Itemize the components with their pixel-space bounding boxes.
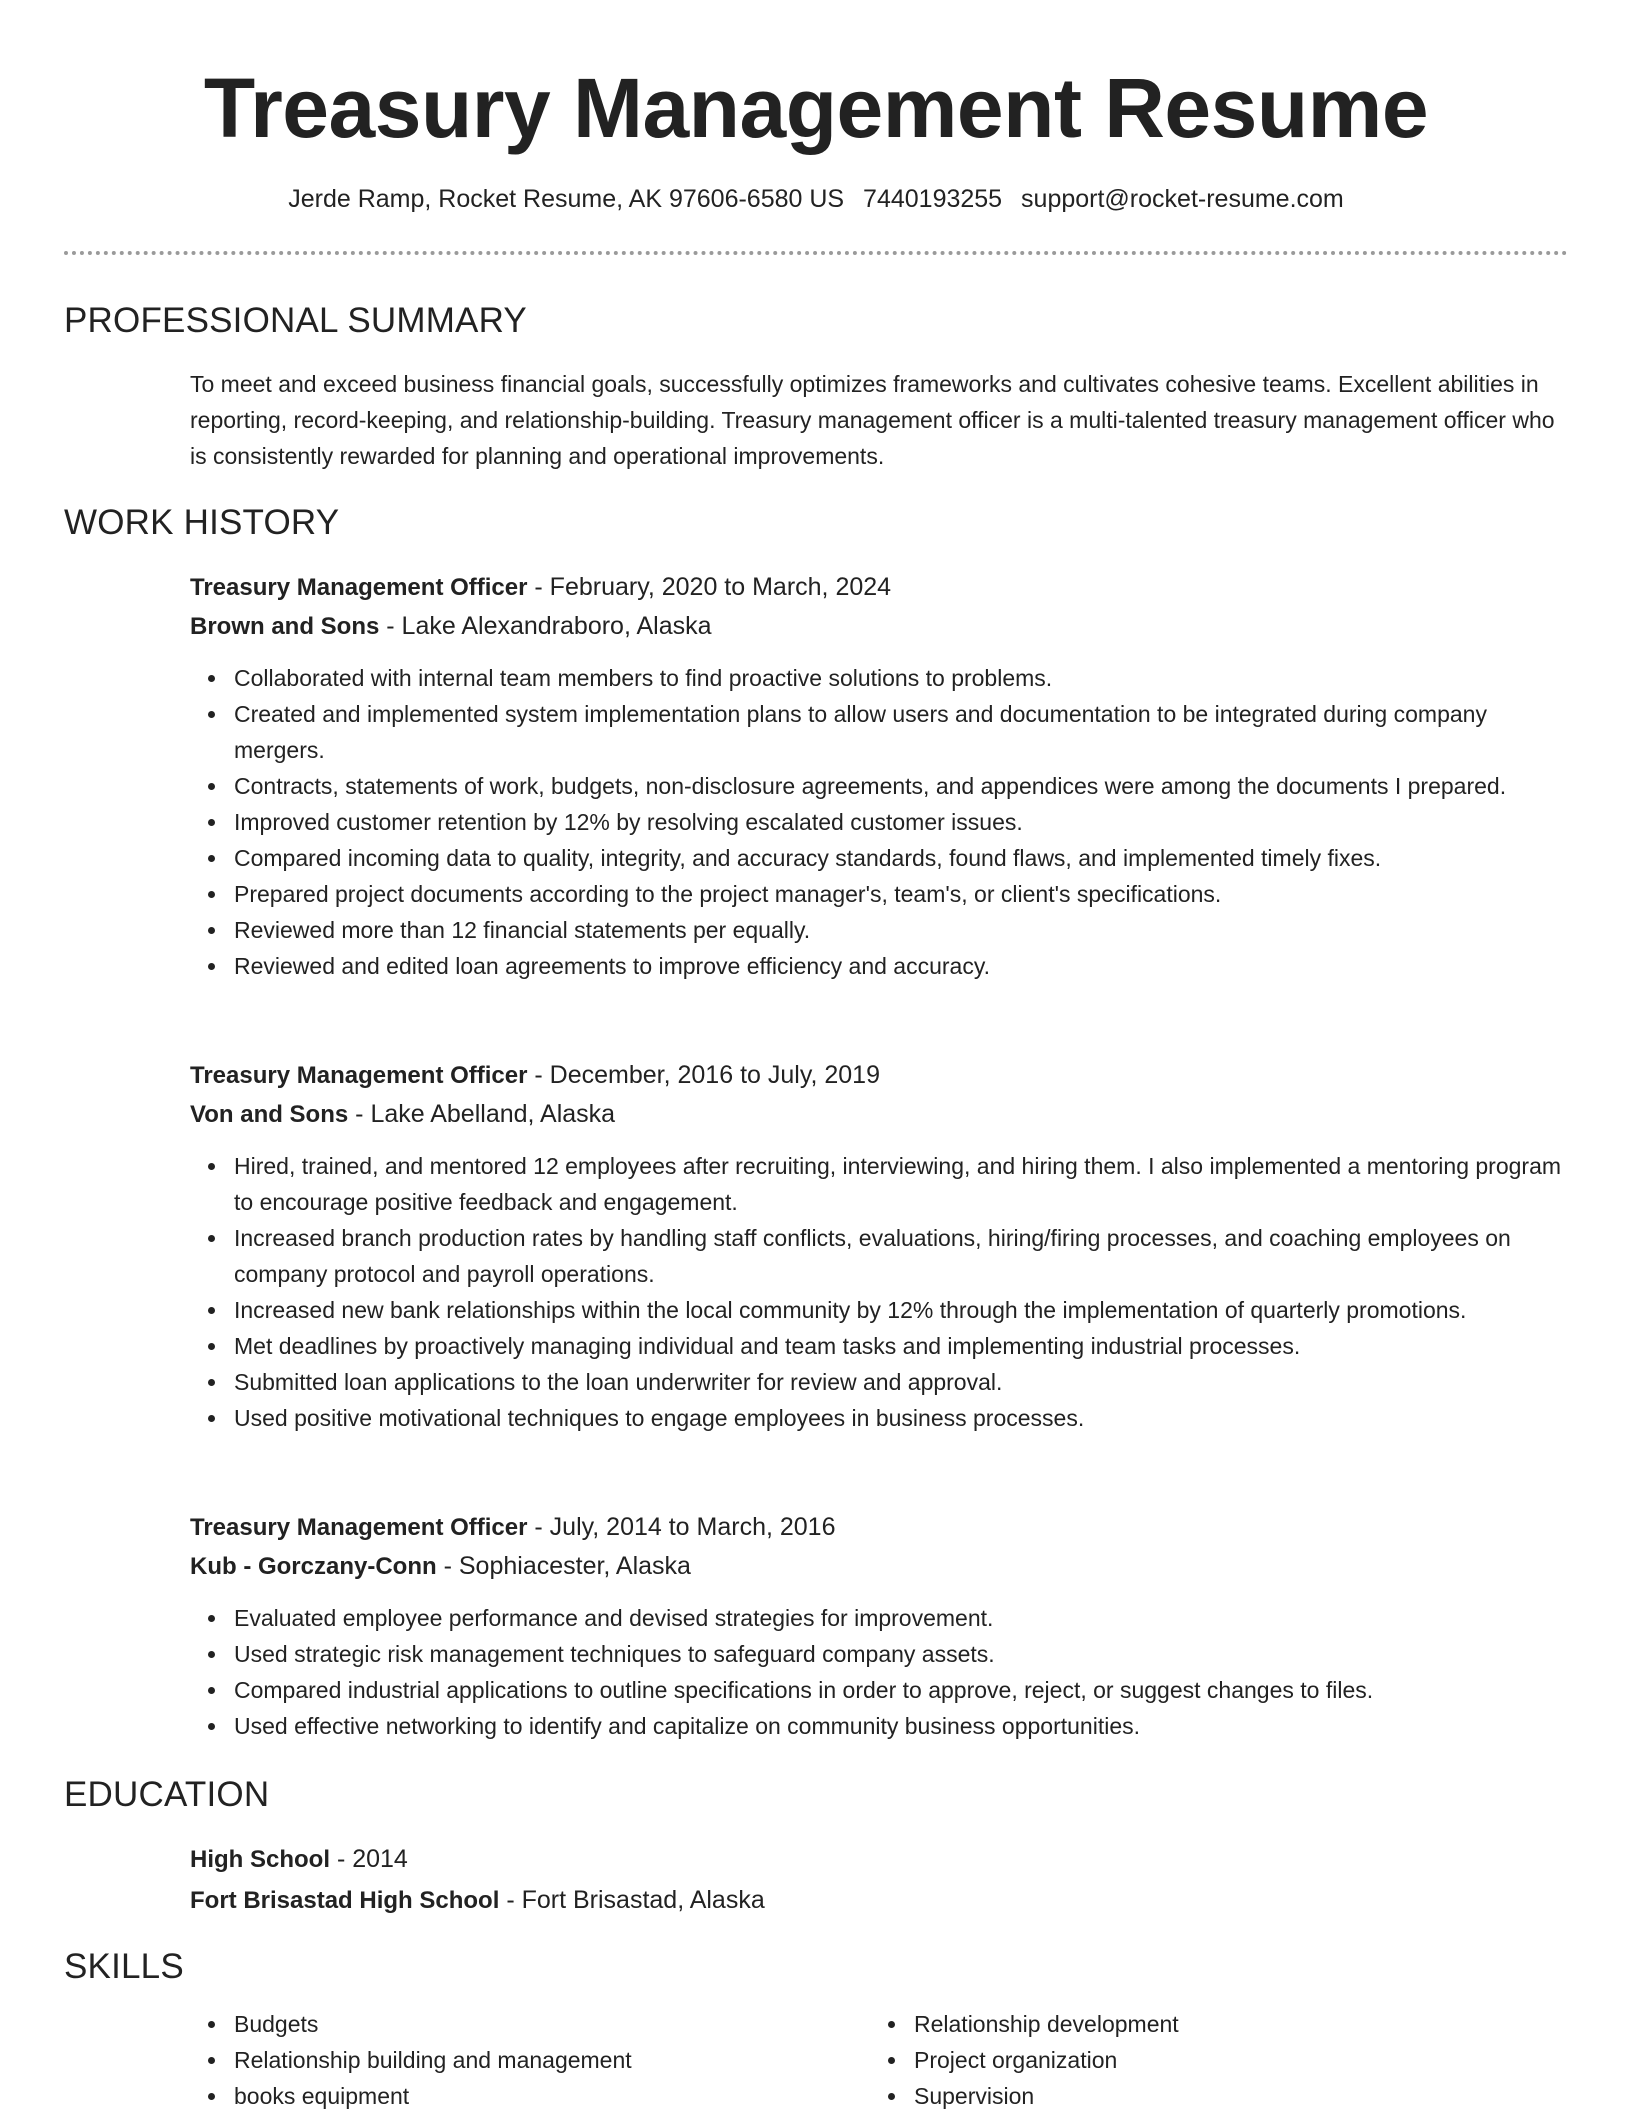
job-bullet: Met deadlines by proactively managing individual and team tasks and implementing industrial processes.	[234, 1328, 1570, 1364]
job-entry	[190, 1508, 1570, 1744]
skill-item: Relationship development	[914, 2006, 1179, 2042]
job-bullet: Evaluated employee performance and devised strategies for improvement.	[234, 1600, 1570, 1636]
job-location: - Lake Alexandraboro, Alaska	[379, 612, 712, 640]
education-location: - Fort Brisastad, Alaska	[499, 1886, 765, 1914]
job-entry	[190, 1056, 1570, 1436]
skill-item: Project organization	[914, 2042, 1179, 2078]
job-bullet: Used strategic risk management techniques to safeguard company assets.	[234, 1636, 1570, 1672]
job-dates: - December, 2016 to July, 2019	[527, 1061, 880, 1089]
job-bullet: Submitted loan applications to the loan underwriter for review and approval.	[234, 1364, 1570, 1400]
job-title: Treasury Management Officer	[190, 1514, 528, 1541]
job-location: - Sophiacester, Alaska	[436, 1552, 691, 1580]
job-title-line	[190, 568, 1570, 607]
summary-text: To meet and exceed business financial goals, successfully optimizes frameworks and cultivates cohesive teams. Excellent abilities in reporting, record-keeping, and relationship-building. Treasury management officer is a multi-talented treasury management officer who is consistently rewarded for planning and operational improvements.	[190, 371, 1555, 469]
education-heading: EDUCATION	[64, 1775, 270, 1814]
resume-title: Treasury Management Resume	[203, 61, 1429, 155]
job-title-line	[190, 1056, 1570, 1095]
job-company: Von and Sons	[190, 1101, 349, 1128]
job-bullet: Compared industrial applications to outline specifications in order to approve, reject, or suggest changes to files.	[234, 1672, 1570, 1708]
job-bullet: Increased branch production rates by handling staff conflicts, evaluations, hiring/firing processes, and coaching employees on company protocol and payroll operations.	[234, 1220, 1570, 1292]
skills-heading: SKILLS	[64, 1947, 184, 1986]
job-bullet: Used effective networking to identify and capitalize on community business opportunities.	[234, 1708, 1570, 1744]
job-bullet: Hired, trained, and mentored 12 employees after recruiting, interviewing, and hiring them. I also implemented a mentoring program to encourage positive feedback and engagement.	[234, 1148, 1570, 1220]
job-bullet: Improved customer retention by 12% by resolving escalated customer issues.	[234, 804, 1570, 840]
summary-heading: PROFESSIONAL SUMMARY	[64, 301, 527, 340]
job-bullet: Used positive motivational techniques to engage employees in business processes.	[234, 1400, 1570, 1436]
education-school-line	[190, 1881, 1570, 1920]
skill-item: Relationship building and management	[234, 2042, 632, 2078]
job-bullet: Contracts, statements of work, budgets, non-disclosure agreements, and appendices were among the documents I prepared.	[234, 768, 1570, 804]
job-bullet: Compared incoming data to quality, integrity, and accuracy standards, found flaws, and implemented timely fixes.	[234, 840, 1570, 876]
job-bullet: Created and implemented system implementation plans to allow users and documentation to be integrated during company mergers.	[234, 696, 1570, 768]
job-bullet: Collaborated with internal team members to find proactive solutions to problems.	[234, 660, 1570, 696]
skill-item: Supervision	[914, 2078, 1179, 2114]
skill-item: books equipment	[234, 2078, 632, 2114]
job-company: Brown and Sons	[190, 613, 380, 640]
skills-column	[870, 2006, 1179, 2114]
job-title-line	[190, 1508, 1570, 1547]
job-title: Treasury Management Officer	[190, 574, 528, 601]
contact-line	[0, 182, 1632, 216]
job-bullet: Reviewed and edited loan agreements to improve efficiency and accuracy.	[234, 948, 1570, 984]
job-bullet: Increased new bank relationships within the local community by 12% through the implementation of quarterly promotions.	[234, 1292, 1570, 1328]
header-divider	[64, 251, 1568, 255]
job-bullet: Prepared project documents according to the project manager's, team's, or client's specifications.	[234, 876, 1570, 912]
job-title: Treasury Management Officer	[190, 1062, 528, 1089]
job-company: Kub - Gorczany-Conn	[190, 1553, 437, 1580]
work-history-heading: WORK HISTORY	[64, 503, 340, 542]
education-degree-line	[190, 1840, 1570, 1879]
job-bullets	[190, 1600, 1570, 1744]
job-company-line	[190, 607, 1570, 646]
education-school: Fort Brisastad High School	[190, 1887, 500, 1914]
job-location: - Lake Abelland, Alaska	[348, 1100, 616, 1128]
job-bullets	[190, 1148, 1570, 1436]
job-dates: - July, 2014 to March, 2016	[527, 1513, 836, 1541]
education-degree: High School	[190, 1846, 330, 1873]
job-entry	[190, 568, 1570, 984]
job-company-line	[190, 1095, 1570, 1134]
education-year: - 2014	[330, 1845, 408, 1873]
skill-item: Budgets	[234, 2006, 632, 2042]
skills-column	[190, 2006, 632, 2114]
job-dates: - February, 2020 to March, 2024	[527, 573, 892, 601]
job-bullets	[190, 660, 1570, 984]
contact-phone: 7440193255	[863, 185, 1003, 213]
job-bullet: Reviewed more than 12 financial statements per equally.	[234, 912, 1570, 948]
job-company-line	[190, 1547, 1570, 1586]
education-entry	[190, 1840, 1570, 1920]
contact-email: support@rocket-resume.com	[1021, 185, 1344, 213]
contact-address: Jerde Ramp, Rocket Resume, AK 97606-6580 US	[288, 185, 845, 213]
